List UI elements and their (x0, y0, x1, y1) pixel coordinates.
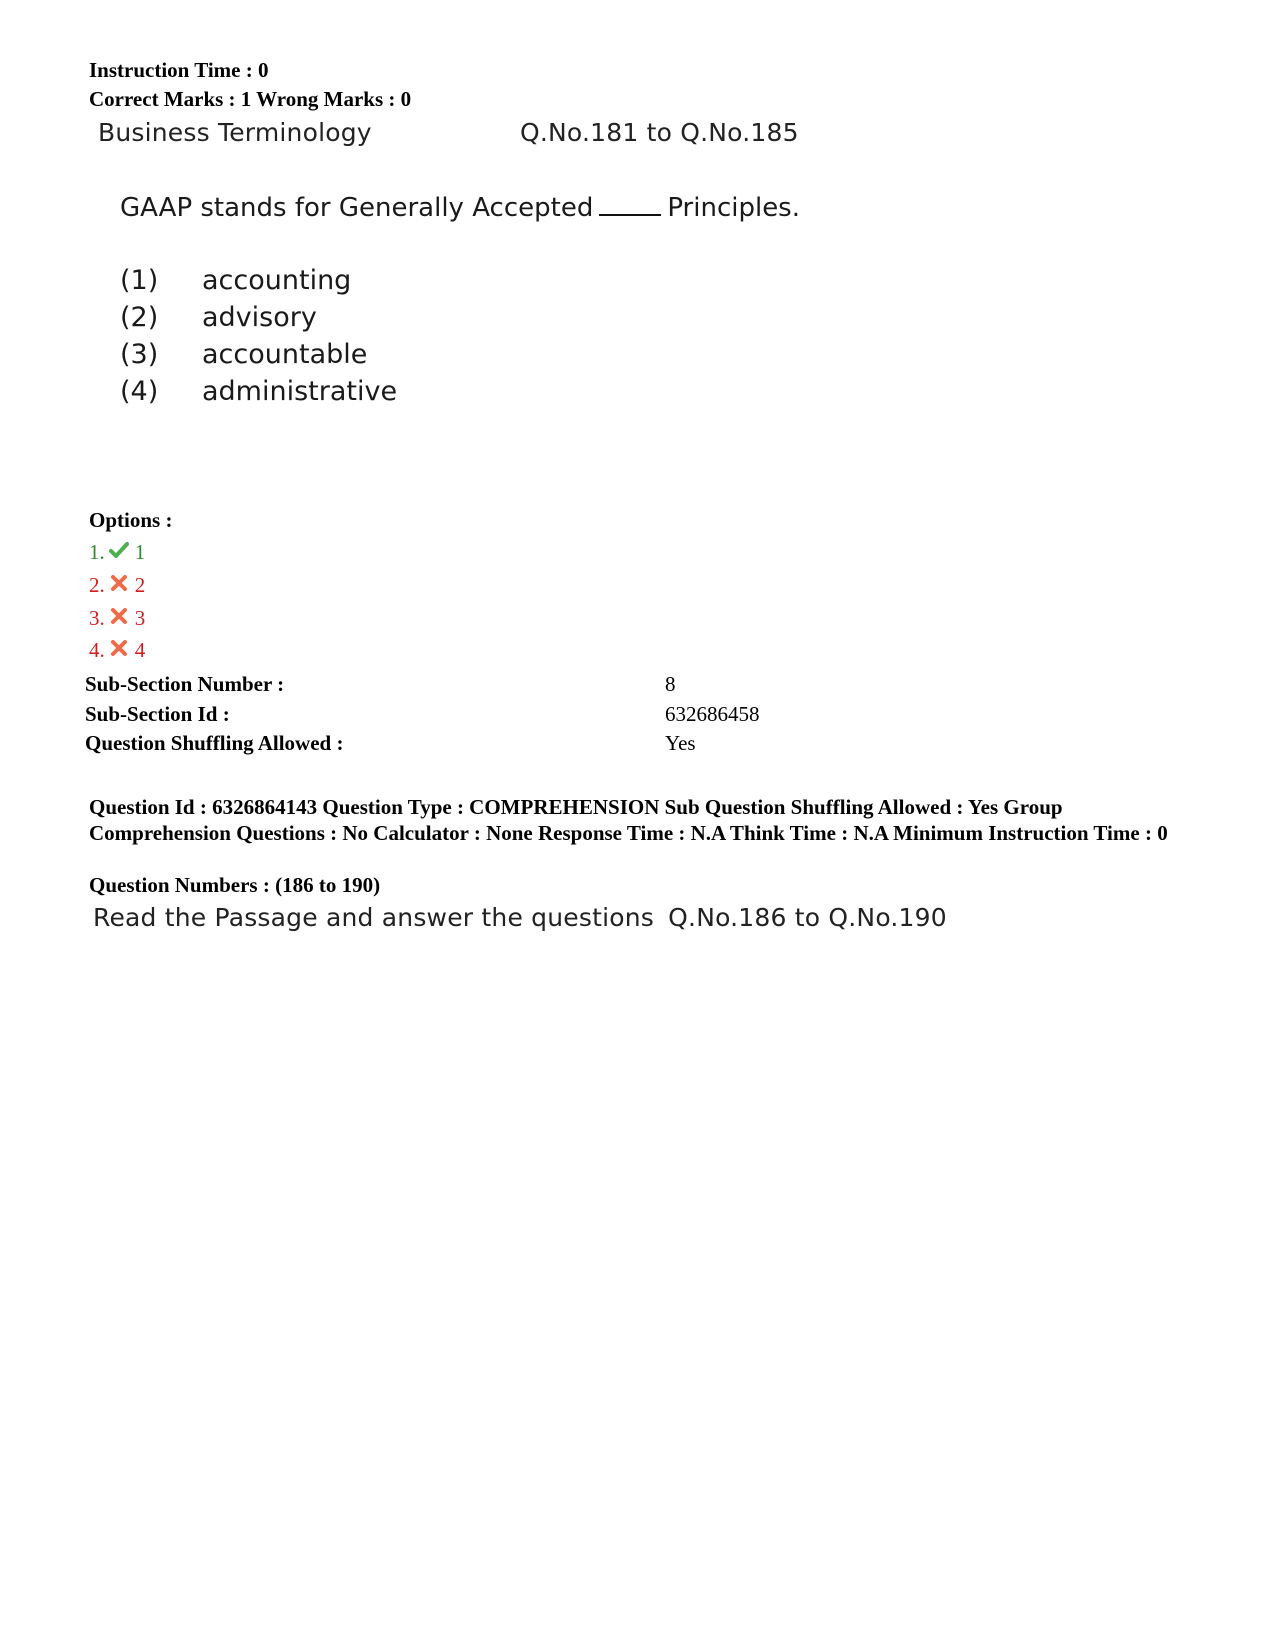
choice-text: administrative (202, 376, 398, 407)
cross-icon (109, 638, 129, 658)
passage-range: Q.No.186 to Q.No.190 (668, 903, 947, 932)
choice-number: (4) (120, 376, 159, 407)
subsection-number-value: 8 (665, 672, 676, 696)
passage-intro-line (93, 903, 947, 932)
options-heading: Options : (89, 508, 173, 532)
choice-number: (2) (120, 302, 159, 333)
option-value: 3 (134, 606, 146, 630)
section-title: Business Terminology (98, 118, 372, 147)
option-row (89, 638, 145, 663)
option-index: 1. (89, 540, 105, 564)
choice-number: (1) (120, 265, 159, 296)
fill-blank (599, 192, 661, 216)
option-index: 3. (89, 606, 105, 630)
subsection-number-label: Sub-Section Number : (85, 672, 285, 696)
stem-before: GAAP stands for Generally Accepted (120, 193, 594, 223)
question-image (89, 112, 809, 422)
choice-text: advisory (202, 302, 317, 333)
question-numbers: Question Numbers : (186 to 190) (89, 873, 381, 897)
choice-number: (3) (120, 339, 159, 370)
passage-intro: Read the Passage and answer the questions (93, 903, 655, 932)
option-index: 2. (89, 573, 105, 597)
marks-info: Correct Marks : 1 Wrong Marks : 0 (89, 87, 412, 111)
choice-text: accounting (202, 265, 352, 296)
option-row (89, 573, 145, 598)
choice-text: accountable (202, 339, 368, 370)
cross-icon (109, 606, 129, 626)
option-index: 4. (89, 638, 105, 662)
question-range: Q.No.181 to Q.No.185 (520, 118, 799, 147)
cross-icon (109, 573, 129, 593)
subsection-id-label: Sub-Section Id : (85, 702, 230, 726)
question-stem (120, 192, 800, 223)
option-value: 4 (134, 638, 146, 662)
comprehension-details: Question Id : 6326864143 Question Type : COMPREHENSION Sub Question Shuffling Allowed : Yes Group Comprehension Questions : No Calculator : None Response Time : N.A Think Time : N.A Minimum Instruction Time : 0 (89, 795, 1168, 845)
subsection-id-value: 632686458 (665, 702, 760, 726)
option-value: 2 (134, 573, 146, 597)
instruction-time: Instruction Time : 0 (89, 58, 269, 82)
option-row (89, 606, 145, 631)
option-value: 1 (134, 540, 146, 564)
check-icon (109, 540, 129, 560)
question-shuffling-value: Yes (665, 731, 696, 755)
stem-after: Principles. (667, 193, 800, 223)
option-row (89, 540, 145, 565)
question-shuffling-label: Question Shuffling Allowed : (85, 731, 344, 755)
